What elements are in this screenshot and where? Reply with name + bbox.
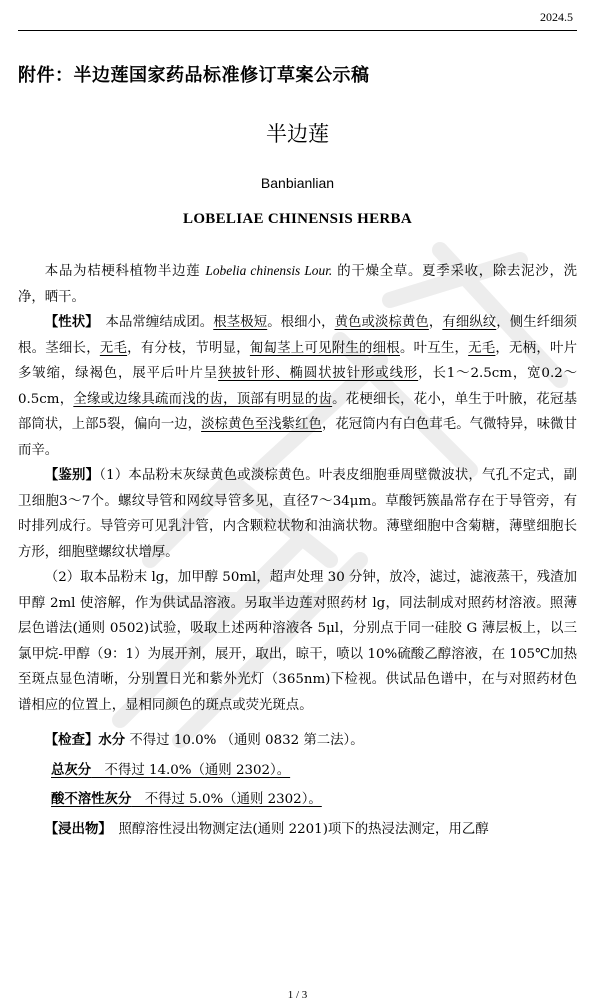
revised-text: 淡棕黄色至浅紫红色 <box>201 417 322 432</box>
inspection-section <box>18 728 577 813</box>
latin-plant-name: Lobelia chinensis Lour. <box>205 263 333 278</box>
total-ash-text: 不得过 14.0%（通则 2302）。 <box>91 762 291 778</box>
page-number: 1 / 3 <box>287 989 308 1001</box>
drug-name-latin: LOBELIAE CHINENSIS HERBA <box>183 211 412 227</box>
revised-text: 匍匐茎上可见附生的细根 <box>249 340 400 356</box>
description-text: ，侧生纤细须根。茎细长， <box>18 315 578 356</box>
description-paragraph <box>18 310 577 463</box>
water-text: 不得过 10.0% （通则 0832 第二法）。 <box>125 733 364 748</box>
drug-name-chinese: 半边莲 <box>266 122 329 146</box>
revised-text: 狭披针形、椭圆状披针形或线形 <box>218 366 419 381</box>
total-ash-line <box>51 758 577 784</box>
water-line <box>18 728 577 754</box>
identification-text-1: （1）本品粉末灰绿黄色或淡棕黄色。叶表皮细胞垂周壁微波状，气孔不定式，副卫细胞3～7个。螺纹导管和网纹导管多见，直径7～34μm。草酸钙簇晶常存在于导管旁，有时排列成行。导管旁可见乳汁管，内含颗粒状物和油滴状物。薄壁细胞中含菊糖，薄壁细胞长方形，细胞壁螺纹状增厚。 <box>18 468 577 560</box>
drug-name-pinyin: Banbianlian <box>260 175 335 191</box>
revised-text: 全缘或边缘具疏而浅的齿，顶部有明显的齿 <box>73 391 333 407</box>
description-text: 。花梗细长，花小，单生于叶腋，花冠基部筒状，上部5裂，偏向一边， <box>18 391 577 432</box>
revised-text: 黄色或淡棕黄色 <box>334 315 429 330</box>
identification-label: 【鉴别】 <box>44 467 100 483</box>
revised-text: 根茎极短 <box>213 315 268 330</box>
attachment-title: 附件：半边莲国家药品标准修订草案公示稿 <box>18 65 370 86</box>
description-label: 【性状】 <box>44 314 92 330</box>
description-text: ，花冠筒内有白色茸毛。气微特异，味微甘而辛。 <box>18 417 577 458</box>
intro-text-2: 的干燥全草。夏季采收，除去泥沙，洗净，晒干。 <box>18 264 577 305</box>
acid-insoluble-ash-label: 酸不溶性灰分 <box>51 791 132 807</box>
inspection-label: 【检查】 <box>44 732 99 748</box>
extract-text: 照醇溶性浸出物测定法(通则 2201)项下的热浸法测定，用乙醇 <box>105 821 489 837</box>
header-date: 2024.5 <box>540 10 573 24</box>
identification-paragraph-1 <box>18 463 577 565</box>
acid-insoluble-ash-text: 不得过 5.0%（通则 2302）。 <box>131 792 322 807</box>
extract-label: 【浸出物】 <box>44 820 106 837</box>
extract-paragraph <box>18 817 577 843</box>
intro-text: 本品为桔梗科植物半边莲 <box>44 264 206 279</box>
description-text: 本品常缠结成团。 <box>92 315 214 330</box>
description-text: ， <box>428 315 443 330</box>
intro-paragraph <box>18 258 577 310</box>
identification-text-2: （2）取本品粉末 lg，加甲醇 50ml，超声处理 30 分钟，放冷，滤过，滤液蒸干，残渣加甲醇 2ml 使溶解，作为供试品溶液。另取半边莲对照药材 lg，同法制成对照药材溶液。照薄层色谱法(通则 0502)试验，吸取上述两种溶液各 5μl，分别点于同一硅胶 G 薄层板上，以三氯甲烷-甲醇（9：1）为展开剂，展开，取出，晾干，喷以 10%硫酸乙醇溶液，在 105℃加热至斑点显色清晰，分别置日光和紫外光灯（365nm)下检视。供试品色谱中，在与对照药材色谱相应的位置上，显相同颜色的斑点或荧光斑点。 <box>18 570 577 713</box>
water-label: 水分 <box>98 732 126 748</box>
header-rule <box>18 30 577 31</box>
revised-text: 无毛 <box>468 340 496 356</box>
total-ash-label: 总灰分 <box>51 761 92 778</box>
description-text: 。根细小， <box>267 315 335 330</box>
description-text: 。叶互生， <box>399 340 469 356</box>
description-text: ，无柄，叶片多皱缩，绿褐色，展平后叶片呈 <box>18 340 578 381</box>
identification-paragraph-2 <box>18 565 577 718</box>
acid-insoluble-ash-line <box>51 787 577 813</box>
revised-text: 无毛 <box>99 340 128 356</box>
description-text: ，有分枝，节明显， <box>127 340 250 356</box>
revised-text: 有细纵纹 <box>442 315 497 330</box>
monograph-body <box>18 258 577 842</box>
description-text: ，长1～2.5cm，宽0.2～0.5cm， <box>18 366 578 407</box>
